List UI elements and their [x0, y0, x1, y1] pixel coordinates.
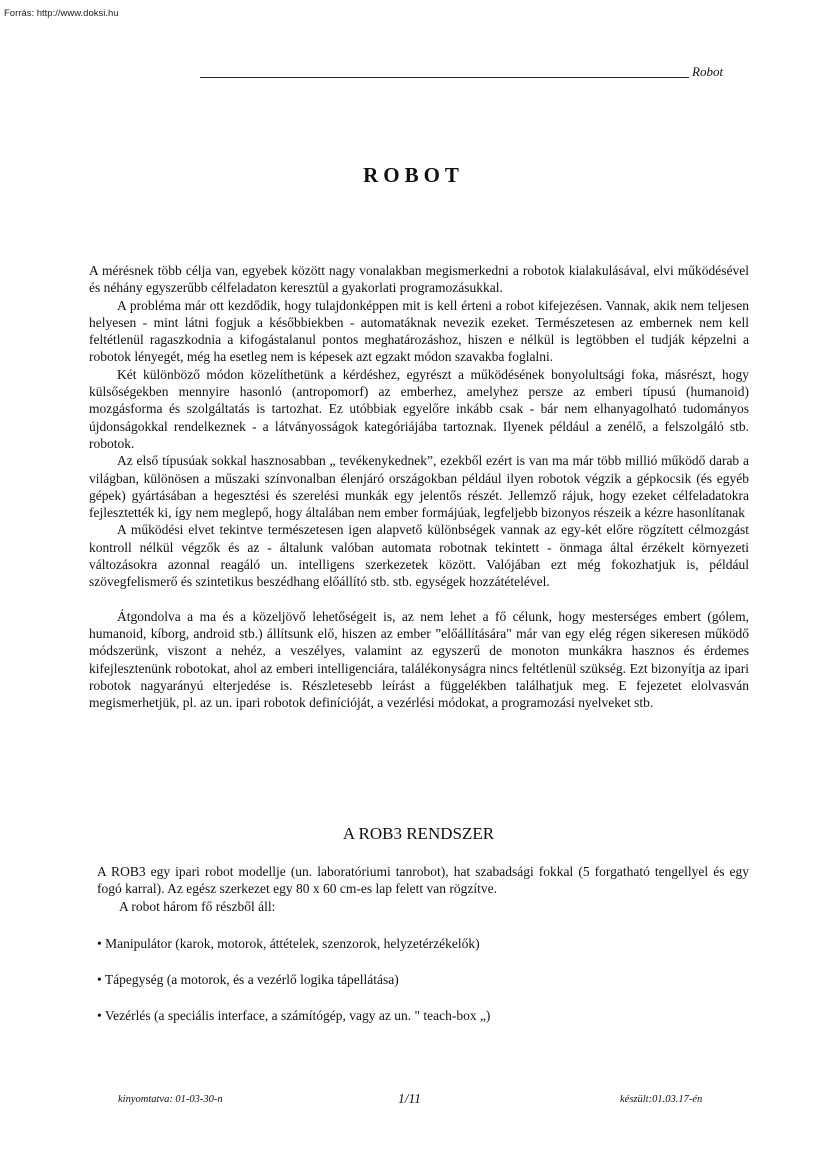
list-item: • Vezérlés (a speciális interface, a számítógép, vagy az un. " teach-box „): [97, 1008, 491, 1023]
footer-created-date: készült:01.03.17-én: [620, 1094, 703, 1105]
header-rule: [200, 64, 689, 78]
intro-paragraph: A mérésnek több célja van, egyebek között nagy vonalakban megismerkedni a robotok kialakulásával, elvi működésével és néhány egyszerűbb célfeladaton keresztül a gyakorlati programozásukkal.: [89, 263, 749, 296]
section-heading: A ROB3 RENDSZER: [342, 824, 495, 843]
intro-paragraph: A probléma már ott kezdődik, hogy tulajdonképpen mit is kell érteni a robot kifejezésen. Vannak, akik nem teljesen helyesen - mint látni fogjuk a későbbiekben - automatáknak nevezik ezeket. Természetesen az embernek nem kell feltétlenül ragaszkodnia a kifogástalanul pontos meghatározáshoz, hiszen e nélkül is legtöbben el tudják képzelni a robotok lényegét, még ha esetleg nem is képesek azt egzakt módon szavakba foglalni.: [89, 297, 749, 365]
source-note: Forrás: http://www.doksi.hu: [4, 8, 119, 19]
intro-paragraph: A működési elvet tekintve természetesen igen alapvető különbségek vannak az egy-két előre rögzített célmozgást kontroll nélkül végzők és az - általunk valóban automata robotnak tekintett - önmaga által érzékelt környezeti változásokra azonnal reagáló un. intelligens szerkezetek között. Valójában ezt még fokozhatjuk is, például szövegfelismerő és szintetikus beszédhang előállító stb. stb. egységek hozzátételével.: [89, 522, 749, 590]
page-number: 1/11: [398, 1091, 421, 1106]
intro-body: [89, 262, 749, 711]
intro-paragraph: Átgondolva a ma és a közeljövő lehetőségeit is, az nem lehet a fő célunk, hogy mesterséges embert (gólem, humanoid, kíborg, android stb.) állítsunk elő, hiszen az ember ”előállítására" már van egy elég régen sikeresen működő módszerünk, viszont a nehéz, a veszélyes, valamint az egyszerű de monoton munkákra hasznos és érdemes kifejlesztenünk robotokat, ahol az emberi intelligenciára, találékonyságra nincs feltétlenül szükség. Ezt bizonyítja az ipari robotok nagyarányú elterjedése is. Részletesebb leírást a függelékben találhatjuk meg. E fejezetet elolvasván megismerhetjük, pl. az un. ipari robotok definícióját, a vezérlési módokat, a programozási nyelveket stb.: [89, 608, 749, 711]
section-paragraph: A ROB3 egy ipari robot modellje (un. laboratóriumi tanrobot), hat szabadsági fokkal (5 forgatható tengellyel és egy fogó karral). Az egész szerkezet egy 80 x 60 cm-es lap felett van rögzítve.: [97, 864, 749, 897]
intro-paragraph: Két különböző módon közelíthetünk a kérdéshez, egyrészt a működésének bonyolultsági foka, másrészt, hogy külsőségekben mennyire hasonló (antropomorf) az emberhez, amelyhez persze az emberi típusú (humanoid) mozgásforma és szolgáltatás is tartozhat. Ez utóbbiak egyelőre inkább csak - bár nem elhanyagolható tudományos újdonságokkal rendelkeznek - a látványosságok kategóriájába tartoznak. Ilyenek például a zenélő, a felszolgáló stb. robotok.: [89, 366, 749, 451]
section-paragraph: A robot három fő részből áll:: [119, 898, 276, 914]
page-title: ROBOT: [363, 163, 464, 187]
footer-printed-date: kinyomtatva: 01-03-30-n: [118, 1094, 223, 1105]
running-header: Robot: [692, 64, 724, 79]
section-body: [97, 863, 749, 915]
list-item: • Manipulátor (karok, motorok, áttételek, szenzorok, helyzetérzékelők): [97, 936, 480, 951]
intro-paragraph: Az első típusúak sokkal hasznosabban „ tevékenykednek”, ezekből ezért is van ma már több millió működő darab a világban, különösen a műszaki színvonalban élenjáró országokban például ilyen robotok végzik a gépkocsik (és egyéb gépek) gyártásában a hegesztési és szerelési munkák egy jelentős részét. Jellemző rájuk, hogy ezeket célfeladatokra fejlesztették ki, így nem meglepő, hogy általában nem ember formájúak, legfeljebb bizonyos részeik a kézre hasonlítanak: [89, 453, 749, 521]
list-item: • Tápegység (a motorok, és a vezérlő logika tápellátása): [97, 972, 399, 987]
